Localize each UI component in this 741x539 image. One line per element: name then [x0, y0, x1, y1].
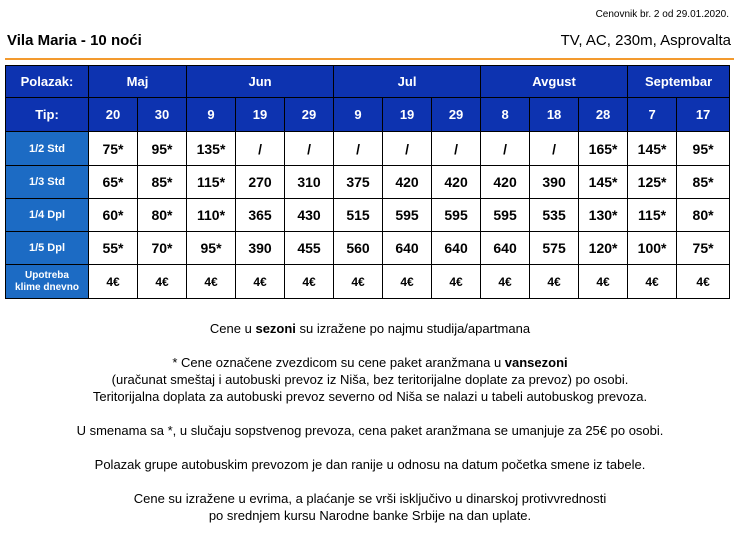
day-header: 17 — [677, 98, 730, 132]
note-departure: Polazak grupe autobuskim prevozom je dan ranije u odnosu na datum početka smene iz tabele. — [94, 457, 646, 472]
day-header: 30 — [138, 98, 187, 132]
ac-price-cell: 4€ — [677, 265, 730, 299]
price-cell: 640 — [432, 232, 481, 265]
accommodation-title: Vila Maria - 10 noći — [7, 32, 142, 49]
price-cell: 390 — [530, 166, 579, 199]
price-cell: / — [383, 132, 432, 166]
ac-price-cell: 4€ — [187, 265, 236, 299]
ac-row-label — [6, 265, 89, 299]
price-cell: 130* — [579, 199, 628, 232]
price-cell: 535 — [530, 199, 579, 232]
price-cell: 65* — [89, 166, 138, 199]
day-header: 20 — [89, 98, 138, 132]
price-cell: 640 — [481, 232, 530, 265]
price-cell: 575 — [530, 232, 579, 265]
ac-price-cell: 4€ — [579, 265, 628, 299]
ac-price-cell: 4€ — [432, 265, 481, 299]
ac-row — [6, 265, 730, 299]
price-cell: 375 — [334, 166, 383, 199]
type-row — [6, 98, 730, 132]
table-row — [6, 132, 730, 166]
ac-price-cell: 4€ — [138, 265, 187, 299]
price-cell: 115* — [628, 199, 677, 232]
day-header: 29 — [285, 98, 334, 132]
month-header: Maj — [89, 66, 187, 98]
day-header: 19 — [383, 98, 432, 132]
price-cell: 165* — [579, 132, 628, 166]
price-cell: 595 — [383, 199, 432, 232]
price-cell: 145* — [579, 166, 628, 199]
price-cell: 125* — [628, 166, 677, 199]
note-season — [10, 320, 730, 337]
price-cell: 595 — [432, 199, 481, 232]
note-own-transport: U smenama sa *, u slučaju sopstvenog prevoza, cena paket aranžmana se umanjuje za 25€ po osobi. — [76, 423, 664, 438]
day-header: 19 — [236, 98, 285, 132]
row-label: 1/5 Dpl — [6, 232, 89, 265]
price-cell: 595 — [481, 199, 530, 232]
price-cell: / — [334, 132, 383, 166]
row-label: 1/3 Std — [6, 166, 89, 199]
day-header: 9 — [334, 98, 383, 132]
note-offseason-detail: (uračunat smeštaj i autobuski prevoz iz Niša, bez teritorijalne doplate za prevoz) po osobi. — [111, 372, 629, 387]
day-header: 7 — [628, 98, 677, 132]
day-header: 8 — [481, 98, 530, 132]
price-cell: 70* — [138, 232, 187, 265]
price-cell: 310 — [285, 166, 334, 199]
price-cell: / — [285, 132, 334, 166]
price-cell: 430 — [285, 199, 334, 232]
note-offseason — [10, 354, 730, 371]
price-cell: 420 — [383, 166, 432, 199]
price-cell: 270 — [236, 166, 285, 199]
price-cell: 85* — [677, 166, 730, 199]
ac-price-cell: 4€ — [285, 265, 334, 299]
price-cell: 120* — [579, 232, 628, 265]
month-header: Septembar — [628, 66, 730, 98]
day-header: 9 — [187, 98, 236, 132]
price-table — [5, 65, 730, 299]
note-bold: vansezoni — [504, 355, 568, 370]
month-header: Jun — [187, 66, 334, 98]
price-cell: 60* — [89, 199, 138, 232]
row-label: 1/2 Std — [6, 132, 89, 166]
note-text: su izražene po najmu studija/apartmana — [295, 321, 531, 336]
price-cell: 560 — [334, 232, 383, 265]
price-cell: 455 — [285, 232, 334, 265]
price-cell: 145* — [628, 132, 677, 166]
month-header: Jul — [334, 66, 481, 98]
ac-price-cell: 4€ — [236, 265, 285, 299]
price-cell: 135* — [187, 132, 236, 166]
price-cell: / — [481, 132, 530, 166]
month-header: Avgust — [481, 66, 628, 98]
price-cell: 95* — [677, 132, 730, 166]
price-cell: 55* — [89, 232, 138, 265]
price-cell: 515 — [334, 199, 383, 232]
ac-price-cell: 4€ — [628, 265, 677, 299]
day-header: 18 — [530, 98, 579, 132]
day-header: 29 — [432, 98, 481, 132]
note-bold: sezoni — [255, 321, 296, 336]
row-label: 1/4 Dpl — [6, 199, 89, 232]
day-header: 28 — [579, 98, 628, 132]
note-text: Cene u — [209, 321, 256, 336]
note-payment: Cene su izražene u evrima, a plaćanje se vrši isključivo u dinarskoj protivvrednosti — [133, 491, 607, 506]
note-payment-rate: po srednjem kursu Narodne banke Srbije na dan uplate. — [208, 508, 532, 523]
pricelist-number: Cenovnik br. 2 od 29.01.2020. — [595, 9, 729, 20]
price-cell: 365 — [236, 199, 285, 232]
type-label: Tip: — [6, 98, 89, 132]
price-cell: 420 — [481, 166, 530, 199]
price-cell: 95* — [187, 232, 236, 265]
price-cell: 75* — [89, 132, 138, 166]
ac-price-cell: 4€ — [334, 265, 383, 299]
ac-label-line2: klime dnevno — [15, 281, 79, 293]
price-cell: 420 — [432, 166, 481, 199]
ac-label-line1: Upotreba — [25, 269, 69, 281]
price-cell: 115* — [187, 166, 236, 199]
ac-price-cell: 4€ — [89, 265, 138, 299]
header-bar — [5, 32, 734, 60]
price-cell: 85* — [138, 166, 187, 199]
table-row — [6, 199, 730, 232]
price-cell: 95* — [138, 132, 187, 166]
price-cell: 640 — [383, 232, 432, 265]
table-row — [6, 166, 730, 199]
price-cell: / — [432, 132, 481, 166]
price-cell: / — [236, 132, 285, 166]
price-cell: 100* — [628, 232, 677, 265]
notes-section — [10, 320, 730, 524]
note-territorial-fee: Teritorijalna doplata za autobuski prevoz severno od Niša se nalazi u tabeli autobuskog prevoza. — [92, 389, 648, 404]
departure-label: Polazak: — [6, 66, 89, 98]
ac-price-cell: 4€ — [530, 265, 579, 299]
price-cell: 110* — [187, 199, 236, 232]
note-text: * Cene označene zvezdicom su cene paket aranžmana u — [172, 355, 505, 370]
price-cell: / — [530, 132, 579, 166]
price-cell: 80* — [138, 199, 187, 232]
table-row — [6, 232, 730, 265]
accommodation-info: TV, AC, 230m, Asprovalta — [560, 32, 731, 49]
price-cell: 390 — [236, 232, 285, 265]
price-cell: 80* — [677, 199, 730, 232]
ac-price-cell: 4€ — [383, 265, 432, 299]
ac-price-cell: 4€ — [481, 265, 530, 299]
price-cell: 75* — [677, 232, 730, 265]
